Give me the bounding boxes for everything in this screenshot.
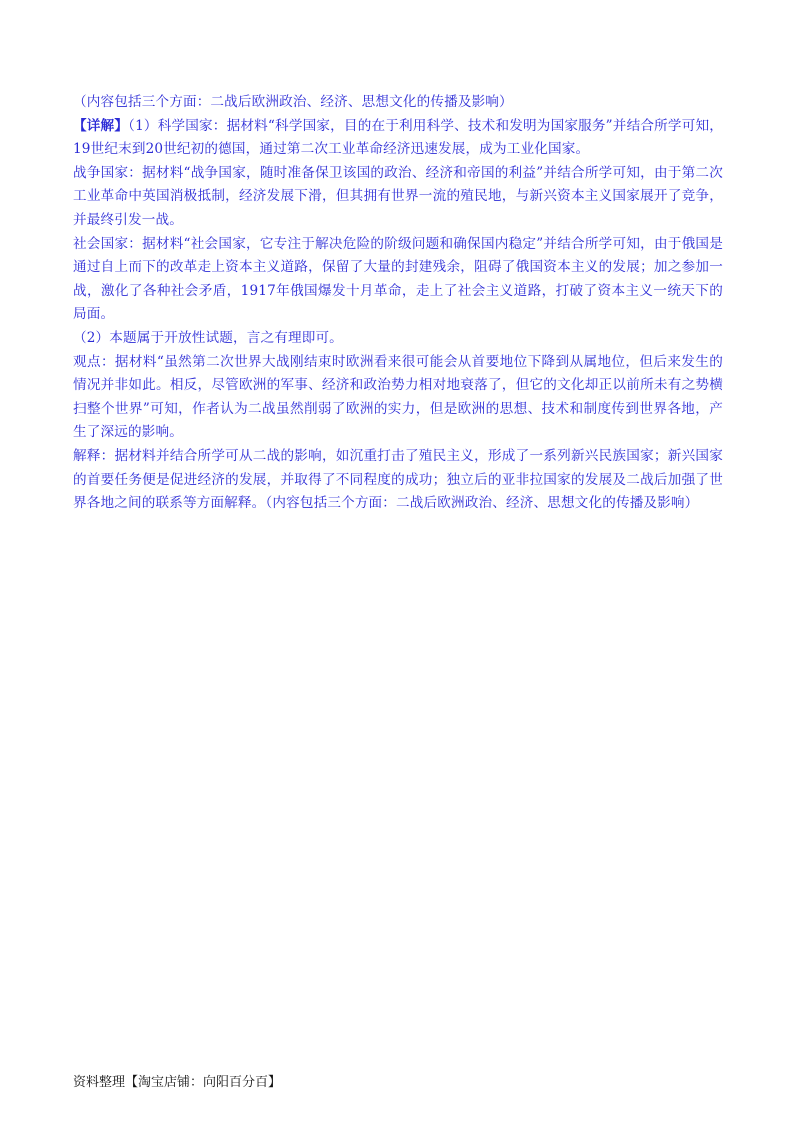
- intro-note-text: （内容包括三个方面：二战后欧洲政治、经济、思想文化的传播及影响）: [73, 94, 513, 110]
- interpretation-text: 解释：据材料并结合所学可从二战的影响，如沉重打击了殖民主义，形成了一系列新兴民族国家；新兴国家的首要任务便是促进经济的发展，并取得了不同程度的成功；独立后的亚非拉国家的发展及二战后加强了世界各地之间的联系等方面解释。（内容包括三个方面：二战后欧洲政治、经济、思想文化的传播及影响）: [73, 447, 723, 512]
- viewpoint-paragraph: [73, 351, 723, 445]
- footer-source: 资料整理【淘宝店铺：向阳百分百】: [73, 1075, 282, 1090]
- war-state-text: 战争国家：据材料“战争国家，随时准备保卫该国的政治、经济和帝国的利益”并结合所学可知，由于第二次工业革命中英国消极抵制，经济发展下滑，但其拥有世界一流的殖民地，与新兴资本主义国家展开了竞争，并最终引发一战。: [73, 164, 723, 228]
- answer-explanation: [73, 91, 723, 516]
- social-state-paragraph: [73, 233, 723, 327]
- social-state-text: 社会国家：据材料“社会国家，它专注于解决危险的阶级问题和确保国内稳定”并结合所学可知，由于俄国是通过自上而下的改革走上资本主义道路，保留了大量的封建残余，阻碍了俄国资本主义的发展；加之参加一战，激化了各种社会矛盾，1917年俄国爆发十月革命，走上了社会主义道路，打破了资本主义一统天下的局面。: [73, 235, 723, 323]
- detailed-explanation-tag: 【详解】: [73, 117, 129, 134]
- war-state-paragraph: [73, 162, 723, 233]
- part2-note: [73, 327, 723, 351]
- interpretation-paragraph: [73, 445, 723, 516]
- part2-note-text: （2）本题属于开放性试题，言之有理即可。: [73, 329, 343, 346]
- detailed-explanation-part1-science-state: [73, 115, 723, 162]
- viewpoint-text: 观点：据材料“虽然第二次世界大战刚结束时欧洲看来很可能会从首要地位下降到从属地位，但后来发生的情况并非如此。相反，尽管欧洲的军事、经济和政治势力相对地衰落了，但它的文化却正以前所未有之势横扫整个世界”可知，作者认为二战虽然削弱了欧洲的实力，但是欧洲的思想、技术和制度传到世界各地，产生了深远的影响。: [73, 353, 723, 441]
- intro-note: [73, 91, 723, 115]
- science-state-text: （1）科学国家：据材料“科学国家，目的在于利用科学、技术和发明为国家服务”并结合所学可知，19世纪末到20世纪初的德国，通过第二次工业革命经济迅速发展，成为工业化国家。: [73, 117, 723, 158]
